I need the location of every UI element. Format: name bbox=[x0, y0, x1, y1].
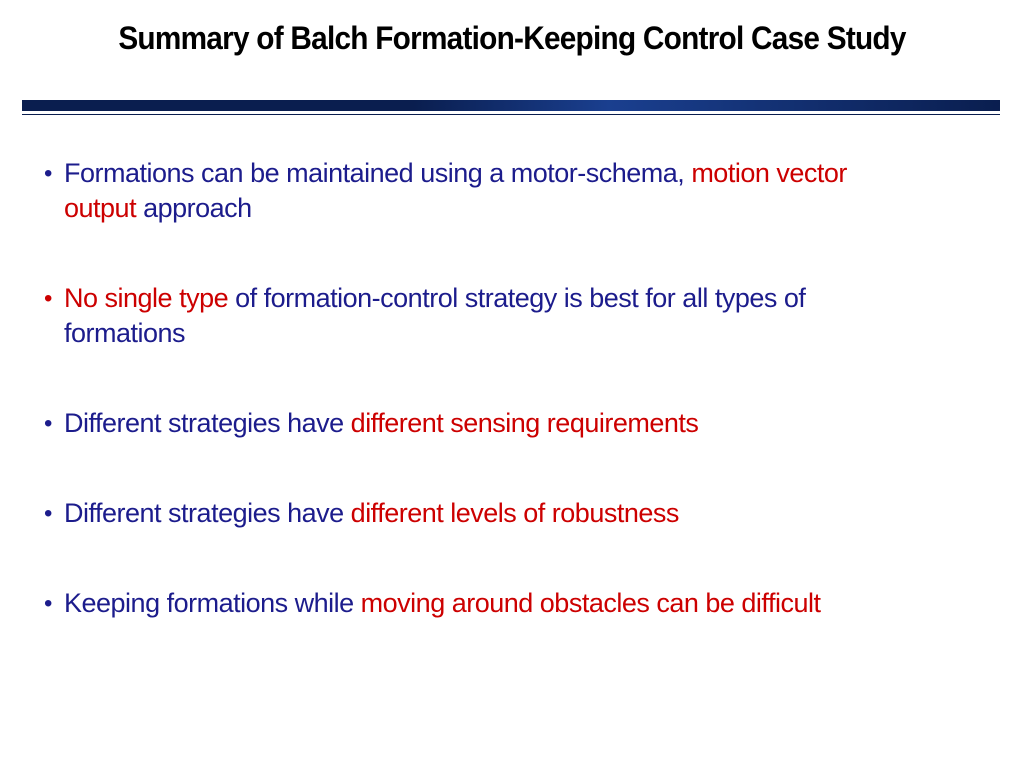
title-underline-bar bbox=[22, 100, 1000, 111]
bullet-highlight-segment: different levels of robustness bbox=[350, 498, 679, 528]
slide-title: Summary of Balch Formation-Keeping Control Case Study bbox=[118, 20, 906, 56]
bullet-highlight-segment: motion vector output bbox=[64, 158, 847, 223]
bullet-dot-icon: • bbox=[44, 500, 52, 527]
bullet-dot-icon: • bbox=[44, 590, 52, 617]
bullet-dot-icon: • bbox=[44, 160, 52, 187]
bullet-highlight-segment: No single type bbox=[64, 283, 229, 313]
bullet-text-segment: Different strategies have bbox=[64, 408, 351, 438]
bullet-highlight-segment: moving around obstacles can be difficult bbox=[360, 588, 821, 618]
bullet-highlight-segment: different sensing requirements bbox=[350, 408, 699, 438]
bullet-dot-icon: • bbox=[44, 285, 52, 312]
bullet-dot-icon: • bbox=[44, 410, 52, 437]
bullet-text-segment: Formations can be maintained using a motor-schema, bbox=[64, 158, 692, 188]
bullet-item bbox=[44, 496, 924, 531]
bullet-text-segment: Different strategies have bbox=[64, 498, 351, 528]
bullet-item bbox=[44, 281, 924, 351]
bullet-text-segment: of formation-control strategy is best for all types of formations bbox=[64, 283, 806, 348]
title-underline-rule bbox=[22, 114, 1000, 115]
bullet-item bbox=[44, 156, 924, 226]
bullet-list bbox=[44, 156, 924, 676]
bullet-text-segment: Keeping formations while bbox=[64, 588, 361, 618]
bullet-item bbox=[44, 586, 924, 621]
bullet-item bbox=[44, 406, 924, 441]
bullet-text-segment: approach bbox=[136, 193, 252, 223]
